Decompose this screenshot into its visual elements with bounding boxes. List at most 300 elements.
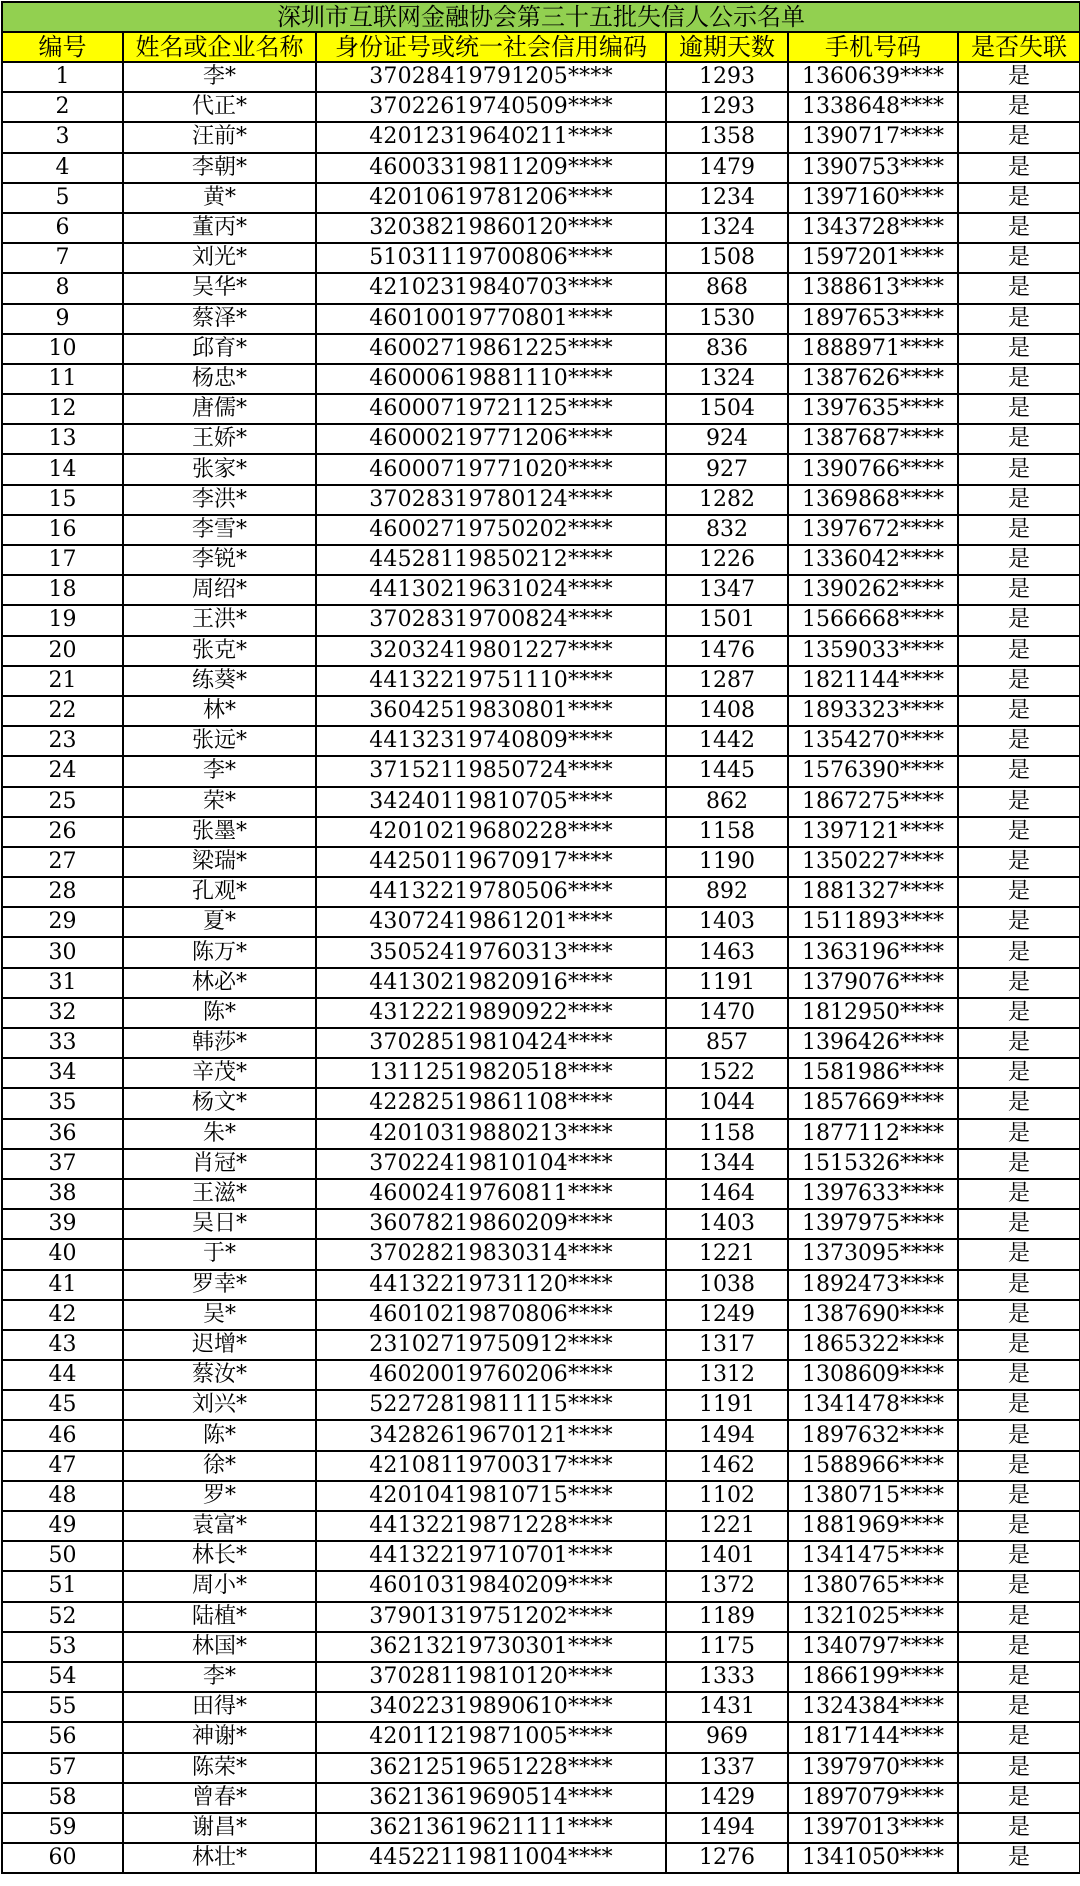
- cell-id-number: 46002719861225****: [316, 334, 666, 364]
- cell-name: 李*: [123, 62, 316, 92]
- cell-overdue-days: 1287: [666, 666, 788, 696]
- cell-lost-contact: 是: [958, 1330, 1080, 1360]
- table-row: [2, 1058, 1080, 1088]
- table-row: [2, 1632, 1080, 1662]
- cell-id-number: 34240119810705****: [316, 787, 666, 817]
- cell-id-number: 44522119811004****: [316, 1843, 666, 1873]
- cell-number: 6: [2, 213, 123, 243]
- table-row: [2, 1119, 1080, 1149]
- cell-phone: 1397975****: [788, 1209, 958, 1239]
- cell-phone: 1388613****: [788, 273, 958, 303]
- cell-lost-contact: 是: [958, 998, 1080, 1028]
- cell-number: 37: [2, 1149, 123, 1179]
- cell-overdue-days: 1372: [666, 1571, 788, 1601]
- cell-lost-contact: 是: [958, 304, 1080, 334]
- cell-overdue-days: 1276: [666, 1843, 788, 1873]
- cell-number: 43: [2, 1330, 123, 1360]
- table-row: [2, 575, 1080, 605]
- table-row: [2, 424, 1080, 454]
- cell-overdue-days: 1344: [666, 1149, 788, 1179]
- cell-name: 周小*: [123, 1571, 316, 1601]
- cell-phone: 1390753****: [788, 153, 958, 183]
- cell-number: 25: [2, 787, 123, 817]
- cell-phone: 1354270****: [788, 726, 958, 756]
- cell-number: 39: [2, 1209, 123, 1239]
- table-row: [2, 213, 1080, 243]
- cell-overdue-days: 1464: [666, 1179, 788, 1209]
- table-row: [2, 153, 1080, 183]
- cell-lost-contact: 是: [958, 1119, 1080, 1149]
- cell-phone: 1369868****: [788, 485, 958, 515]
- cell-overdue-days: 1403: [666, 907, 788, 937]
- cell-phone: 1341478****: [788, 1390, 958, 1420]
- table-row: [2, 1390, 1080, 1420]
- cell-lost-contact: 是: [958, 1602, 1080, 1632]
- cell-phone: 1338648****: [788, 92, 958, 122]
- cell-lost-contact: 是: [958, 1541, 1080, 1571]
- table-row: [2, 726, 1080, 756]
- cell-id-number: 37028419791205****: [316, 62, 666, 92]
- cell-name: 周绍*: [123, 575, 316, 605]
- cell-overdue-days: 1249: [666, 1300, 788, 1330]
- cell-overdue-days: 1234: [666, 183, 788, 213]
- table-row: [2, 1451, 1080, 1481]
- cell-number: 24: [2, 756, 123, 786]
- cell-overdue-days: 892: [666, 877, 788, 907]
- cell-name: 神谢*: [123, 1722, 316, 1752]
- cell-number: 11: [2, 364, 123, 394]
- cell-name: 练葵*: [123, 666, 316, 696]
- cell-number: 58: [2, 1783, 123, 1813]
- cell-number: 33: [2, 1028, 123, 1058]
- cell-id-number: 44132319740809****: [316, 726, 666, 756]
- cell-overdue-days: 1190: [666, 847, 788, 877]
- cell-name: 刘光*: [123, 243, 316, 273]
- cell-name: 张家*: [123, 454, 316, 484]
- cell-name: 王洪*: [123, 605, 316, 635]
- cell-number: 50: [2, 1541, 123, 1571]
- cell-phone: 1566668****: [788, 605, 958, 635]
- cell-name: 蔡汝*: [123, 1360, 316, 1390]
- cell-id-number: 36042519830801****: [316, 696, 666, 726]
- cell-lost-contact: 是: [958, 243, 1080, 273]
- cell-id-number: 34282619670121****: [316, 1420, 666, 1450]
- cell-number: 35: [2, 1088, 123, 1118]
- cell-lost-contact: 是: [958, 273, 1080, 303]
- cell-lost-contact: 是: [958, 1360, 1080, 1390]
- cell-phone: 1379076****: [788, 968, 958, 998]
- cell-id-number: 43072419861201****: [316, 907, 666, 937]
- cell-number: 7: [2, 243, 123, 273]
- table-row: [2, 1813, 1080, 1843]
- cell-name: 杨忠*: [123, 364, 316, 394]
- cell-overdue-days: 1429: [666, 1783, 788, 1813]
- cell-name: 陈万*: [123, 937, 316, 967]
- cell-overdue-days: 1445: [666, 756, 788, 786]
- cell-phone: 1897079****: [788, 1783, 958, 1813]
- cell-name: 吴*: [123, 1300, 316, 1330]
- cell-number: 17: [2, 545, 123, 575]
- cell-number: 38: [2, 1179, 123, 1209]
- table-row: [2, 1753, 1080, 1783]
- cell-number: 23: [2, 726, 123, 756]
- cell-id-number: 46002719750202****: [316, 515, 666, 545]
- cell-overdue-days: 1358: [666, 122, 788, 152]
- table-row: [2, 1692, 1080, 1722]
- cell-number: 10: [2, 334, 123, 364]
- cell-name: 李雪*: [123, 515, 316, 545]
- table-row: [2, 1360, 1080, 1390]
- cell-name: 夏*: [123, 907, 316, 937]
- cell-overdue-days: 1508: [666, 243, 788, 273]
- cell-lost-contact: 是: [958, 756, 1080, 786]
- cell-name: 吴日*: [123, 1209, 316, 1239]
- cell-phone: 1397635****: [788, 394, 958, 424]
- table-row: [2, 1239, 1080, 1269]
- table-row: [2, 273, 1080, 303]
- cell-number: 15: [2, 485, 123, 515]
- cell-number: 46: [2, 1420, 123, 1450]
- cell-id-number: 37901319751202****: [316, 1602, 666, 1632]
- table-row: [2, 304, 1080, 334]
- table-row: [2, 1843, 1080, 1873]
- cell-overdue-days: 1479: [666, 153, 788, 183]
- cell-name: 罗幸*: [123, 1270, 316, 1300]
- cell-id-number: 44130219631024****: [316, 575, 666, 605]
- cell-phone: 1867275****: [788, 787, 958, 817]
- cell-name: 迟增*: [123, 1330, 316, 1360]
- cell-id-number: 44132219780506****: [316, 877, 666, 907]
- cell-lost-contact: 是: [958, 454, 1080, 484]
- cell-name: 李*: [123, 1662, 316, 1692]
- cell-overdue-days: 1442: [666, 726, 788, 756]
- cell-name: 袁富*: [123, 1511, 316, 1541]
- cell-overdue-days: 1403: [666, 1209, 788, 1239]
- cell-overdue-days: 1530: [666, 304, 788, 334]
- cell-name: 杨文*: [123, 1088, 316, 1118]
- table-row: [2, 1270, 1080, 1300]
- cell-lost-contact: 是: [958, 515, 1080, 545]
- table-row: [2, 1541, 1080, 1571]
- cell-phone: 1897653****: [788, 304, 958, 334]
- cell-number: 41: [2, 1270, 123, 1300]
- table-row: [2, 605, 1080, 635]
- cell-name: 吴华*: [123, 273, 316, 303]
- table-row: [2, 1088, 1080, 1118]
- cell-phone: 1881969****: [788, 1511, 958, 1541]
- cell-number: 27: [2, 847, 123, 877]
- cell-name: 李锐*: [123, 545, 316, 575]
- cell-id-number: 42010619781206****: [316, 183, 666, 213]
- table-row: [2, 183, 1080, 213]
- cell-phone: 1865322****: [788, 1330, 958, 1360]
- cell-number: 32: [2, 998, 123, 1028]
- cell-lost-contact: 是: [958, 485, 1080, 515]
- cell-overdue-days: 1175: [666, 1632, 788, 1662]
- cell-phone: 1390262****: [788, 575, 958, 605]
- cell-number: 59: [2, 1813, 123, 1843]
- cell-number: 1: [2, 62, 123, 92]
- cell-number: 52: [2, 1602, 123, 1632]
- table-row: [2, 394, 1080, 424]
- cell-id-number: 36213219730301****: [316, 1632, 666, 1662]
- cell-phone: 1340797****: [788, 1632, 958, 1662]
- cell-overdue-days: 1317: [666, 1330, 788, 1360]
- cell-phone: 1350227****: [788, 847, 958, 877]
- table-row: [2, 1149, 1080, 1179]
- cell-lost-contact: 是: [958, 1420, 1080, 1450]
- cell-name: 张远*: [123, 726, 316, 756]
- table-row: [2, 907, 1080, 937]
- cell-id-number: 36212519651228****: [316, 1753, 666, 1783]
- cell-phone: 1360639****: [788, 62, 958, 92]
- cell-phone: 1397633****: [788, 1179, 958, 1209]
- cell-lost-contact: 是: [958, 1843, 1080, 1873]
- cell-number: 8: [2, 273, 123, 303]
- cell-number: 42: [2, 1300, 123, 1330]
- cell-id-number: 42010319880213****: [316, 1119, 666, 1149]
- cell-name: 林国*: [123, 1632, 316, 1662]
- cell-overdue-days: 1324: [666, 364, 788, 394]
- cell-phone: 1396426****: [788, 1028, 958, 1058]
- cell-overdue-days: 1189: [666, 1602, 788, 1632]
- cell-id-number: 42011219871005****: [316, 1722, 666, 1752]
- cell-number: 19: [2, 605, 123, 635]
- cell-lost-contact: 是: [958, 937, 1080, 967]
- cell-name: 林必*: [123, 968, 316, 998]
- cell-phone: 1397121****: [788, 817, 958, 847]
- cell-phone: 1390717****: [788, 122, 958, 152]
- cell-lost-contact: 是: [958, 907, 1080, 937]
- cell-phone: 1812950****: [788, 998, 958, 1028]
- cell-phone: 1341475****: [788, 1541, 958, 1571]
- cell-overdue-days: 1333: [666, 1662, 788, 1692]
- cell-id-number: 46000619881110****: [316, 364, 666, 394]
- cell-lost-contact: 是: [958, 183, 1080, 213]
- header-row: [2, 32, 1080, 62]
- cell-lost-contact: 是: [958, 666, 1080, 696]
- cell-name: 张克*: [123, 636, 316, 666]
- cell-overdue-days: 832: [666, 515, 788, 545]
- table-row: [2, 1722, 1080, 1752]
- cell-name: 曾春*: [123, 1783, 316, 1813]
- cell-number: 13: [2, 424, 123, 454]
- table-row: [2, 515, 1080, 545]
- cell-phone: 1324384****: [788, 1692, 958, 1722]
- cell-id-number: 37028519810424****: [316, 1028, 666, 1058]
- cell-overdue-days: 1312: [666, 1360, 788, 1390]
- cell-phone: 1390766****: [788, 454, 958, 484]
- cell-id-number: 13112519820518****: [316, 1058, 666, 1088]
- cell-lost-contact: 是: [958, 787, 1080, 817]
- title-row: [2, 2, 1080, 32]
- cell-lost-contact: 是: [958, 62, 1080, 92]
- cell-id-number: 42282519861108****: [316, 1088, 666, 1118]
- cell-id-number: 46020019760206****: [316, 1360, 666, 1390]
- cell-name: 唐儒*: [123, 394, 316, 424]
- cell-id-number: 44528119850212****: [316, 545, 666, 575]
- table-row: [2, 847, 1080, 877]
- cell-phone: 1515326****: [788, 1149, 958, 1179]
- cell-lost-contact: 是: [958, 1662, 1080, 1692]
- cell-lost-contact: 是: [958, 213, 1080, 243]
- cell-id-number: 46000719771020****: [316, 454, 666, 484]
- cell-id-number: 42108119700317****: [316, 1451, 666, 1481]
- cell-number: 4: [2, 153, 123, 183]
- cell-name: 林壮*: [123, 1843, 316, 1873]
- cell-number: 28: [2, 877, 123, 907]
- table-row: [2, 454, 1080, 484]
- cell-number: 5: [2, 183, 123, 213]
- cell-number: 56: [2, 1722, 123, 1752]
- cell-number: 40: [2, 1239, 123, 1269]
- cell-lost-contact: 是: [958, 1149, 1080, 1179]
- cell-id-number: 37022419810104****: [316, 1149, 666, 1179]
- cell-id-number: 37028219830314****: [316, 1239, 666, 1269]
- cell-number: 48: [2, 1481, 123, 1511]
- table-row: [2, 1602, 1080, 1632]
- cell-number: 26: [2, 817, 123, 847]
- table-row: [2, 62, 1080, 92]
- cell-phone: 1866199****: [788, 1662, 958, 1692]
- cell-name: 荣*: [123, 787, 316, 817]
- cell-phone: 1857669****: [788, 1088, 958, 1118]
- cell-id-number: 46010219870806****: [316, 1300, 666, 1330]
- cell-number: 16: [2, 515, 123, 545]
- cell-phone: 1881327****: [788, 877, 958, 907]
- cell-id-number: 37022619740509****: [316, 92, 666, 122]
- cell-overdue-days: 1431: [666, 1692, 788, 1722]
- cell-lost-contact: 是: [958, 1058, 1080, 1088]
- table-row: [2, 817, 1080, 847]
- cell-name: 汪前*: [123, 122, 316, 152]
- cell-id-number: 46002419760811****: [316, 1179, 666, 1209]
- cell-overdue-days: 1501: [666, 605, 788, 635]
- cell-number: 53: [2, 1632, 123, 1662]
- cell-lost-contact: 是: [958, 545, 1080, 575]
- cell-name: 王滋*: [123, 1179, 316, 1209]
- cell-name: 董丙*: [123, 213, 316, 243]
- cell-overdue-days: 1191: [666, 1390, 788, 1420]
- cell-id-number: 44132219871228****: [316, 1511, 666, 1541]
- cell-lost-contact: 是: [958, 92, 1080, 122]
- table-row: [2, 122, 1080, 152]
- cell-lost-contact: 是: [958, 1179, 1080, 1209]
- cell-number: 31: [2, 968, 123, 998]
- cell-name: 李*: [123, 756, 316, 786]
- cell-name: 辛茂*: [123, 1058, 316, 1088]
- cell-overdue-days: 857: [666, 1028, 788, 1058]
- cell-overdue-days: 1038: [666, 1270, 788, 1300]
- cell-overdue-days: 1324: [666, 213, 788, 243]
- cell-overdue-days: 1158: [666, 1119, 788, 1149]
- cell-lost-contact: 是: [958, 334, 1080, 364]
- cell-overdue-days: 1293: [666, 62, 788, 92]
- cell-number: 22: [2, 696, 123, 726]
- cell-phone: 1343728****: [788, 213, 958, 243]
- cell-overdue-days: 1494: [666, 1813, 788, 1843]
- cell-lost-contact: 是: [958, 1813, 1080, 1843]
- table-row: [2, 968, 1080, 998]
- cell-number: 12: [2, 394, 123, 424]
- cell-name: 谢昌*: [123, 1813, 316, 1843]
- cell-overdue-days: 1221: [666, 1239, 788, 1269]
- cell-name: 肖冠*: [123, 1149, 316, 1179]
- cell-phone: 1387687****: [788, 424, 958, 454]
- cell-name: 陈*: [123, 1420, 316, 1450]
- cell-number: 47: [2, 1451, 123, 1481]
- cell-phone: 1308609****: [788, 1360, 958, 1390]
- table-row: [2, 243, 1080, 273]
- cell-id-number: 46003319811209****: [316, 153, 666, 183]
- cell-lost-contact: 是: [958, 1028, 1080, 1058]
- cell-overdue-days: 1347: [666, 575, 788, 605]
- cell-id-number: 37028119810120****: [316, 1662, 666, 1692]
- cell-lost-contact: 是: [958, 1239, 1080, 1269]
- table-row: [2, 666, 1080, 696]
- cell-overdue-days: 1470: [666, 998, 788, 1028]
- cell-lost-contact: 是: [958, 1300, 1080, 1330]
- cell-lost-contact: 是: [958, 1511, 1080, 1541]
- cell-overdue-days: 1401: [666, 1541, 788, 1571]
- table-row: [2, 877, 1080, 907]
- cell-id-number: 37028319700824****: [316, 605, 666, 635]
- cell-overdue-days: 1293: [666, 92, 788, 122]
- table-row: [2, 1420, 1080, 1450]
- cell-lost-contact: 是: [958, 817, 1080, 847]
- cell-lost-contact: 是: [958, 122, 1080, 152]
- cell-phone: 1387626****: [788, 364, 958, 394]
- cell-id-number: 46010019770801****: [316, 304, 666, 334]
- cell-lost-contact: 是: [958, 968, 1080, 998]
- cell-overdue-days: 924: [666, 424, 788, 454]
- cell-phone: 1359033****: [788, 636, 958, 666]
- cell-lost-contact: 是: [958, 696, 1080, 726]
- cell-id-number: 44132219731120****: [316, 1270, 666, 1300]
- cell-phone: 1363196****: [788, 937, 958, 967]
- cell-phone: 1397970****: [788, 1753, 958, 1783]
- cell-name: 林*: [123, 696, 316, 726]
- cell-number: 29: [2, 907, 123, 937]
- table-body: [2, 2, 1080, 1873]
- cell-lost-contact: 是: [958, 1632, 1080, 1662]
- cell-phone: 1380765****: [788, 1571, 958, 1601]
- cell-phone: 1581986****: [788, 1058, 958, 1088]
- cell-id-number: 23102719750912****: [316, 1330, 666, 1360]
- cell-name: 代正*: [123, 92, 316, 122]
- cell-id-number: 32032419801227****: [316, 636, 666, 666]
- cell-lost-contact: 是: [958, 1209, 1080, 1239]
- cell-lost-contact: 是: [958, 424, 1080, 454]
- cell-phone: 1373095****: [788, 1239, 958, 1269]
- cell-phone: 1597201****: [788, 243, 958, 273]
- cell-overdue-days: 1494: [666, 1420, 788, 1450]
- cell-overdue-days: 1226: [666, 545, 788, 575]
- cell-overdue-days: 1337: [666, 1753, 788, 1783]
- cell-lost-contact: 是: [958, 1722, 1080, 1752]
- table-row: [2, 1179, 1080, 1209]
- table-row: [2, 1783, 1080, 1813]
- cell-phone: 1387690****: [788, 1300, 958, 1330]
- cell-phone: 1588966****: [788, 1451, 958, 1481]
- cell-name: 陈荣*: [123, 1753, 316, 1783]
- cell-number: 54: [2, 1662, 123, 1692]
- cell-overdue-days: 1191: [666, 968, 788, 998]
- cell-phone: 1576390****: [788, 756, 958, 786]
- cell-phone: 1893323****: [788, 696, 958, 726]
- cell-id-number: 44250119670917****: [316, 847, 666, 877]
- table-row: [2, 334, 1080, 364]
